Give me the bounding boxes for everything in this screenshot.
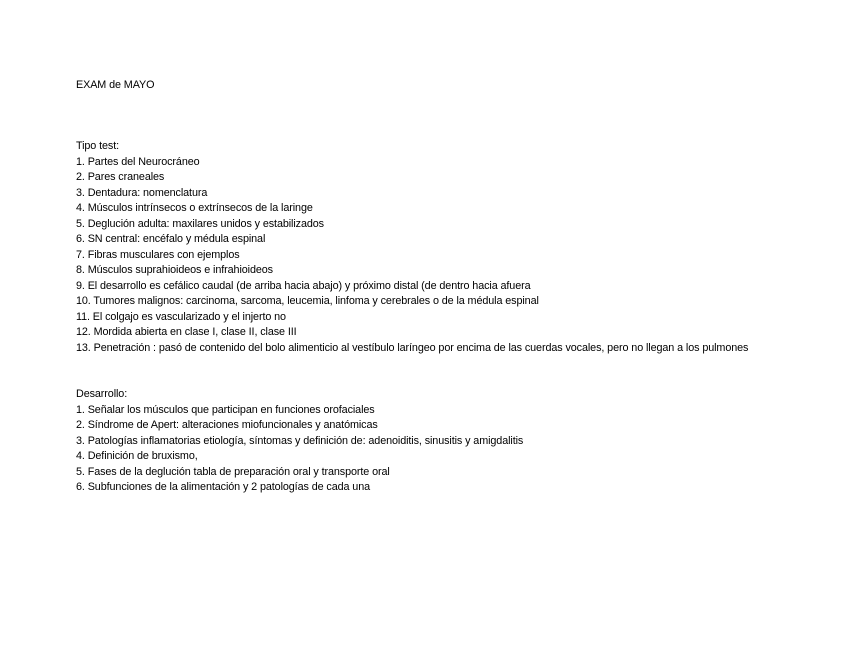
test-item: 1. Partes del Neurocráneo [76, 155, 200, 168]
test-item: 12. Mordida abierta en clase I, clase II, clase III [76, 326, 297, 338]
test-item: 10. Tumores malignos: carcinoma, sarcoma, leucemia, linfoma y cerebrales o de la médula espinal [76, 295, 539, 307]
test-item: 11. El colgajo es vascularizado y el injerto no [76, 310, 286, 323]
development-item: 5. Fases de la deglución tabla de preparación oral y transporte oral [76, 465, 390, 478]
test-item: 8. Músculos suprahioideos e infrahioideos [76, 264, 273, 276]
test-section-heading: Tipo test: [76, 140, 120, 152]
test-section [76, 139, 776, 356]
test-item: 4. Músculos intrínsecos o extrínsecos de la laringe [76, 202, 313, 214]
development-item: 1. Señalar los músculos que participan en funciones orofaciales [76, 403, 375, 416]
test-item: 3. Dentadura: nomenclatura [76, 186, 208, 199]
development-section-heading: Desarrollo: [76, 388, 128, 400]
development-item: 3. Patologías inflamatorias etiología, síntomas y definición de: adenoiditis, sinusitis y amigdalitis [76, 434, 524, 447]
test-item: 5. Deglución adulta: maxilares unidos y estabilizados [76, 217, 324, 230]
test-item: 9. El desarrollo es cefálico caudal (de arriba hacia abajo) y próximo distal (de dentro hacia afuera [76, 279, 531, 292]
document-title: EXAM de MAYO [76, 79, 155, 91]
test-item: 7. Fibras musculares con ejemplos [76, 248, 240, 261]
document-page [76, 0, 776, 655]
test-item: 2. Pares craneales [76, 171, 165, 183]
development-item: 2. Síndrome de Apert: alteraciones miofuncionales y anatómicas [76, 419, 378, 431]
development-item: 4. Definición de bruxismo, [76, 450, 198, 462]
test-item: 13. Penetración : pasó de contenido del bolo alimenticio al vestíbulo laríngeo por encima de las cuerdas vocales, pero no llegan a los pulmones [76, 341, 749, 354]
test-item: 6. SN central: encéfalo y médula espinal [76, 233, 266, 245]
development-section [76, 387, 776, 496]
development-item: 6. Subfunciones de la alimentación y 2 patologías de cada una [76, 481, 371, 493]
